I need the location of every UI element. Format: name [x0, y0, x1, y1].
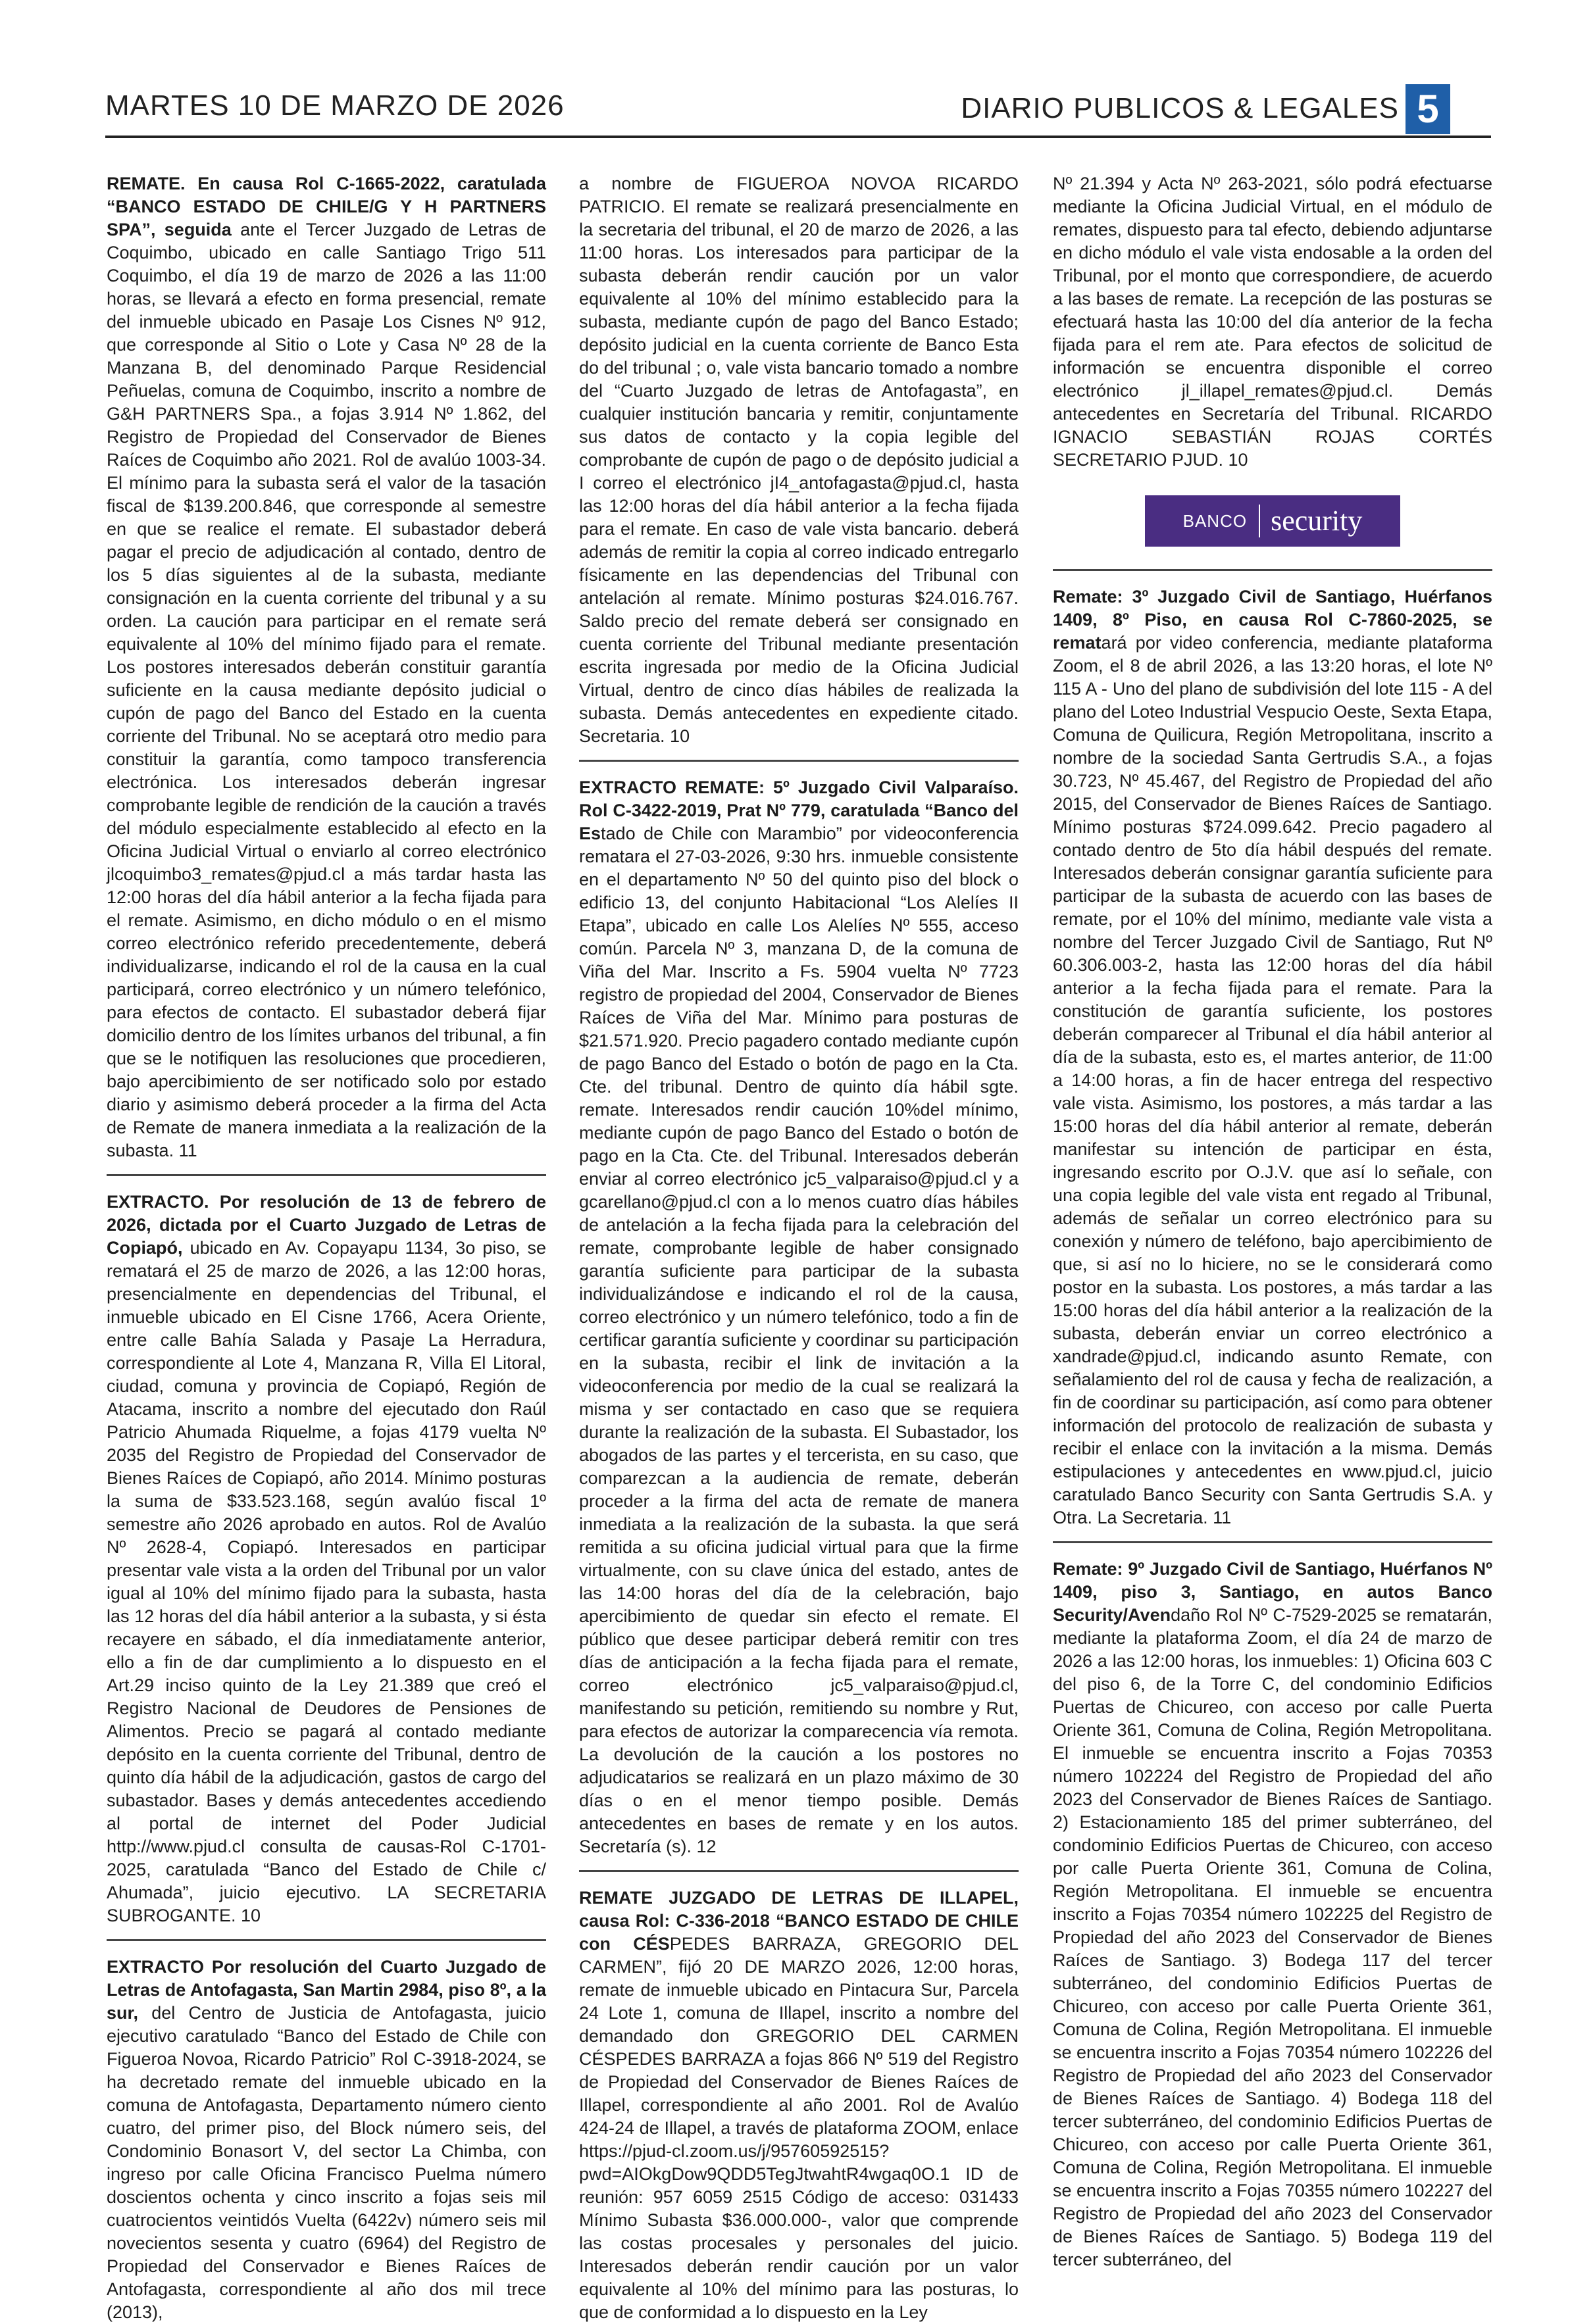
notice-heading: Remate: 3º Juzgado Civil de Santiago, Huérfanos 1409, 8º Piso, en causa Rol C-7860-2025, se remat [1053, 587, 1492, 653]
notice-illapel-continued [1053, 172, 1492, 472]
notice-extracto-copiapo [107, 1191, 546, 1927]
notice-heading: Remate: 9º Juzgado Civil de Santiago, Huérfanos Nº 1409, piso 3, Santiago, en autos Banco Security/Aven [1053, 1559, 1492, 1625]
page-header [105, 84, 1491, 138]
notice-body: Nº 21.394 y Acta Nº 263-2021, sólo podrá efectuarse mediante la Oficina Judicial Virtual, en el módulo de remates, dispuesto para tal efecto, debiendo adjuntarse en dicho módulo el vale vista endosable a la orden del Tribunal, por el monto que correspondiere, de acuerdo a las bases de remate. La recepción de las posturas se efectuará hasta las 10:00 del día anterior de la fecha fijada para el rem ate. Para efectos de solicitud de información se encuentra disponible el correo electrónico jl_illapel_remates@pjud.cl. Demás antecedentes en Secretaría del Tribunal. RICARDO IGNACIO SEBASTIÁN ROJAS CORTÉS SECRETARIO PJUD. 10 [1053, 174, 1492, 470]
logo-text-banco: BANCO [1182, 510, 1248, 531]
notice-body: a nombre de FIGUEROA NOVOA RICARDO PATRICIO. El remate se realizará presencialmente en la secretaria del tribunal, el 20 de marzo de 2026, a las 11:00 horas. Los interesados para participar de la subasta deberán rendir caución por un valor equivalente al 10% del mínimo establecido para la subasta, mediante cupón de pago del Banco Estado; depósito judicial en la cuenta corriente de Banco Esta do del tribunal ; o, vale vista bancario tomado a nombre del “Cuarto Juzgado de letras de Antofagasta”, en cualquier institución bancaria y remitir, conjuntamente sus datos de contacto y la copia legible del comprobante de cupón de pago o de depósito judicial a I correo el electrónico jI4_antofagasta@pjud.cl, hasta las 12:00 horas del día hábil anterior a la fecha fijada para el remate. En caso de vale vista bancario. deberá además de remitir la copia al correo indicado entregarlo físicamente en las dependencias del Tribunal con antelación al remate. Mínimo posturas $24.016.767. Saldo precio del remate deberá ser consignado en cuenta corriente del Tribunal mediante presentación escrita ingresada por medio de la Oficina Judicial Virtual, dentro de cinco días hábiles de realizada la subasta. Demás antecedentes en expediente citado. Secretaria. 10 [579, 174, 1019, 746]
issue-date: MARTES 10 DE MARZO DE 2026 [105, 89, 565, 122]
notice-body: ará por video conferencia, mediante plataforma Zoom, el 8 de abril 2026, a las 13:20 horas, el lote Nº 115 A - Uno del plano de subdivisión del lote 115 - A del plano del Loteo Industrial Vespucio Oeste, Sexta Etapa, Comuna de Quilicura, Región Metropolitana, inscrito a nombre de la sociedad Santa Gertrudis S.A., a fojas 30.723, Nº 45.467, del Registro de Propiedad del año 2015, del Conservador de Bienes Raíces de Santiago. Mínimo posturas $724.099.642. Precio pagadero al contado dentro de 5to día hábil después del remate. Interesados deberán consignar garantía suficiente para participar de la subasta de acuerdo con las bases de remate, por el 10% del mínimo, mediante vale vista a nombre del Tercer Juzgado Civil de Santiago, Rut Nº 60.306.003-2, hasta las 12:00 horas del día hábil anterior a la fecha fijada para el remate. Para la constitución de garantía suficiente, los postores deberán comparecer al Tribunal el día hábil anterior al día de la subasta, esto es, el martes anterior, de 11:00 a 14:00 horas, a fin de hacer entrega del respectivo vale vista. Asimismo, los postores, a más tardar a las 15:00 horas del día hábil anterior al remate, deberán manifestar su intención de participar en ésta, ingresando escrito por O.J.V. que así lo señale, con una copia legible del vale vista ent regado al Tribunal, además de señalar un correo electrónico para su conexión y número de teléfono, bajo apercibimiento de que, si así no lo hiciere, no se le considerará como postor en la subasta. Los postores, a más tardar a las 15:00 horas del día hábil anterior a la realización de la subasta, deberán enviar un correo electrónico a xandrade@pjud.cl, indicando asunto Remate, con señalamiento del rol de causa y fecha de realización, a fin de coordinar su participación, así como para obtener información del protocolo de realización de subasta y recibir el enlace con la invitación a la misma. Demás estipulaciones y antecedentes en www.pjud.cl, juicio caratulado Banco Security con Santa Gertrudis S.A. y Otra. La Secretaria. 11 [1053, 633, 1492, 1527]
notice-heading: REMATE. En causa Rol C-1665-2022, caratulada “BANCO ESTADO DE CHILE/G Y H PARTNERS SPA”, seguida [107, 174, 546, 239]
divider [1053, 569, 1492, 571]
notice-remate-santiago-9 [1053, 1558, 1492, 2271]
notice-antofagasta-continued [579, 172, 1019, 748]
notice-remate-santiago-3 [1053, 585, 1492, 1529]
notice-remate-illapel [579, 1887, 1019, 2324]
notice-heading: EXTRACTO. Por resolución de 13 de febrero de 2026, dictada por el Cuarto Juzgado de Letras de Copiapó, [107, 1192, 546, 1258]
notice-extracto-valparaiso [579, 776, 1019, 1858]
notice-body: tado de Chile con Marambio” por videoconferencia rematara el 27-03-2026, 9:30 hrs. inmueble consistente en el departamento Nº 50 del quinto piso del block o edificio 13, del conjunto Habitacional “Los Alelíes II Etapa”, ubicado en calle Los Alelíes Nº 555, acceso común. Parcela Nº 3, manzana D, de la comuna de Viña del Mar. Inscrito a Fs. 5904 vuelta Nº 7723 registro de propiedad del 2004, Conservador de Bienes Raíces de Viña del Mar. Mínimo para posturas de $21.571.920. Precio pagadero contado mediante cupón de pago Banco del Estado o botón de pago en la Cta. Cte. del tribunal. Dentro de quinto día hábil sgte. remate. Interesados rendir caución 10%del mínimo, mediante cupón de pago Banco del Estado o botón de pago en la Cta. Cte. del Tribunal. Interesados deberán enviar al correo electrónico jc5_valparaiso@pjud.cl y a gcarellano@pjud.cl con a lo menos cuatro días hábiles de antelación a la fecha fijada para la celebración del remate, comprobante legible de haber consignado garantía suficiente para participar de la subasta individualizándose e indicando el rol de la causa, correo electrónico y un número telefónico, todo a fin de certificar garantía suficiente y coordinar su participación en la subasta, recibir el link de invitación a la videoconferencia por medio de la cual se realizará la misma y ser contactado en caso que se requiera durante la realización de la subasta. El Subastador, los abogados de las partes y el tercerista, en su caso, que comparezcan a la audiencia de remate, deberán proceder a la firma del acta de remate de manera inmediata a la realización de la subasta. la que será remitida a su oficina judicial virtual para que la firme virtualmente, con su clave única del estado, antes de las 14:00 horas del día de la celebración, bajo apercibimiento de quedar sin efecto el remate. El público que desee participar deberá remitir con tres días de anticipación a la fecha fijada para el remate, correo electrónico jc5_valparaiso@pjud.cl, manifestando su petición, remitiendo su nombre y Rut, para efectos de autorizar la comparecencia vía remota. La devolución de la caución a los postores no adjudicatarios se realizará en un plazo máximo de 30 días o en el menor tiempo posible. Demás antecedentes en bases de remate y en los autos. Secretaría (s). 12 [579, 824, 1019, 1856]
notice-heading: EXTRACTO REMATE: 5º Juzgado Civil Valparaíso. Rol C-3422-2019, Prat Nº 779, caratulada “Banco del Es [579, 778, 1019, 843]
page-number-badge: 5 [1405, 84, 1450, 134]
notice-body: PEDES BARRAZA, GREGORIO DEL CARMEN”, fijó 20 DE MARZO 2026, 12:00 horas, remate de inmueble ubicado en Pintacura Sur, Parcela 24 Lote 1, comuna de Illapel, inscrito a nombre del demandado don GREGORIO DEL CARMEN CÉSPEDES BARRAZA a fojas 866 Nº 519 del Registro de Propiedad del Conservador de Bienes Raíces de Illapel, correspondiente al año 2001. Rol de Avalúo 424-24 de Illapel, a través de plataforma ZOOM, enlace https://pjud-cl.zoom.us/j/95760592515?pwd=AIOkgDow9QDD5TegJtwahtR4wgaq0O.1 ID de reunión: 957 6059 2515 Código de acceso: 031433 Mínimo Subasta $36.000.000-, valor que comprende las costas procesales y personales del juicio. Interesados deberán rendir caución por un valor equivalente al 10% del mínimo para las posturas, lo que de conformidad a lo dispuesto en la Ley [579, 1934, 1019, 2322]
notice-remate-coquimbo [107, 172, 546, 1162]
notice-heading: REMATE JUZGADO DE LETRAS DE ILLAPEL, causa Rol: C-336-2018 “BANCO ESTADO DE CHILE con CÉS [579, 1888, 1019, 1954]
column-2 [579, 172, 1019, 2324]
divider [107, 1174, 546, 1176]
notice-extracto-antofagasta [107, 1956, 546, 2324]
publication-name: DIARIO PUBLICOS & LEGALES [961, 92, 1399, 124]
notice-heading: EXTRACTO Por resolución del Cuarto Juzgado de Letras de Antofagasta, San Martin 2984, piso 8º, a la sur, [107, 1957, 546, 2023]
column-3 [1053, 172, 1492, 2271]
divider [107, 1939, 546, 1941]
column-1 [107, 172, 546, 2324]
divider [579, 1870, 1019, 1872]
banco-security-logo [1145, 495, 1400, 547]
divider [1053, 1541, 1492, 1543]
notice-body: ante el Tercer Juzgado de Letras de Coquimbo, ubicado en calle Santiago Trigo 511 Coquimbo, el día 19 de marzo de 2026 a las 11:00 horas, se llevará a efecto en forma presencial, remate del inmueble ubicado en Pasaje Los Cisnes Nº 912, que corresponde al Sitio o Lote y Casa Nº 28 de la Manzana B, del denominado Parque Residencial Peñuelas, comuna de Coquimbo, inscrito a nombre de G&H PARTNERS Spa., a fojas 3.914 Nº 1.862, del Registro de Propiedad del Conservador de Bienes Raíces de Coquimbo año 2021. Rol de avalúo 1003-34. El mínimo para la subasta será el valor de la tasación fiscal de $139.200.846, que corresponde al semestre en que se realice el remate. El subastador deberá pagar el precio de adjudicación al contado, dentro de los 5 días siguientes al de la subasta, mediante consignación en la cuenta corriente del tribunal y a su orden. La caución para participar en el remate será equivalente al 10% del mínimo fijado para el remate. Los postores interesados deberán constituir garantía suficiente en la causa mediante depósito judicial o cupón de pago del Banco del Estado en la cuenta corriente del Tribunal. No se aceptará otro medio para constituir la garantía, como tampoco transferencia electrónica. Los interesados deberán ingresar comprobante legible de rendición de la caución a través del módulo especialmente establecido al efecto en la Oficina Judicial Virtual o enviarlo al correo electrónico jlcoquimbo3_remates@pjud.cl a más tardar hasta las 12:00 horas del día hábil anterior a la fecha fijada para el remate. Asimismo, en dicho módulo o en el mismo correo electrónico referido precedentemente, deberá individualizarse, indicando el rol de la causa en la cual participará, correo electrónico y un número telefónico, para efectos de contacto. El subastador deberá fijar domicilio dentro de los límites urbanos del tribunal, a fin que se le notifiquen las resoluciones que procedieren, bajo apercibimiento de ser notificado solo por estado diario y asimismo deberá proceder a la firma del Acta de Remate de manera inmediata a la realización de la subasta. 11 [107, 220, 546, 1160]
logo-text-security: security [1259, 505, 1362, 537]
notice-body: del Centro de Justicia de Antofagasta, juicio ejecutivo caratulado “Banco del Estado de Chile con Figueroa Novoa, Ricardo Patricio” Rol C-3918-2024, se ha decretado remate del inmueble ubicado en la comuna de Antofagasta, Departamento número ciento cuatro, del primer piso, del Block número seis, del Condominio Bonasort V, del sector La Chimba, con ingreso por calle Oficina Francisco Puelma número doscientos ochenta y cinco inscrito a fojas seis mil cuatrocientos veintidós Vuelta (6422v) número seis mil novecientos sesenta y cuatro (6964) del Registro de Propiedad del Conservador e Bienes Raíces de Antofagasta, correspondiente al año dos mil trece (2013), [107, 2003, 546, 2322]
notice-body: daño Rol Nº C-7529-2025 se rematarán, mediante la plataforma Zoom, el día 24 de marzo de 2026 a las 12:00 horas, los inmuebles: 1) Oficina 603 C del piso 6, de la Torre C, del condominio Edificios Puertas de Chicureo, con acceso por calle Puerta Oriente 361, Comuna de Colina, Región Metropolitana. El inmueble se encuentra inscrito a Fojas 70353 número 102224 del Registro de Propiedad del año 2023 del Conservador de Bienes Raíces de Santiago. 2) Estacionamiento 185 del primer subterráneo, del condominio Edificios Puertas de Chicureo, con acceso por calle Puerta Oriente 361, Comuna de Colina, Región Metropolitana. El inmueble se encuentra inscrito a Fojas 70354 número 102225 del Registro de Propiedad del año 2023 del Conservador de Bienes Raíces de Santiago. 3) Bodega 117 del tercer subterráneo, del condominio Edificios Puertas de Chicureo, con acceso por calle Puerta Oriente 361, Comuna de Colina, Región Metropolitana. El inmueble se encuentra inscrito a Fojas 70354 número 102226 del Registro de Propiedad del año 2023 del Conservador de Bienes Raíces de Santiago. 4) Bodega 118 del tercer subterráneo, del condominio Edificios Puertas de Chicureo, con acceso por calle Puerta Oriente 361, Comuna de Colina, Región Metropolitana. El inmueble se encuentra inscrito a Fojas 70355 número 102227 del Registro de Propiedad del año 2023 del Conservador de Bienes Raíces de Santiago. 5) Bodega 119 del tercer subterráneo, del [1053, 1605, 1492, 2269]
divider [579, 760, 1019, 762]
notice-body: ubicado en Av. Copayapu 1134, 3o piso, se rematará el 25 de marzo de 2026, a las 12:00 horas, presencialmente en dependencias del Tribunal, el inmueble ubicado en El Cisne 1766, Acera Oriente, entre calle Bahía Salada y Pasaje La Herradura, correspondiente al Lote 4, Manzana R, Villa El Litoral, ciudad, comuna y provincia de Copiapó, Región de Atacama, inscrito a nombre del ejecutado don Raúl Patricio Ahumada Riquelme, a fojas 4179 vuelta Nº 2035 del Registro de Propiedad del Conservador de Bienes Raíces de Copiapó, año 2014. Mínimo posturas la suma de $33.523.168, según avalúo fiscal 1º semestre año 2026 aprobado en autos. Rol de Avalúo Nº 2628-4, Copiapó. Interesados en participar presentar vale vista a la orden del Tribunal por un valor igual al 10% del mínimo fijado para la subasta, hasta las 12 horas del día hábil anterior a la subasta, y si ésta recayere en sábado, el día inmediatamente anterior, ello a fin de dar cumplimiento a lo dispuesto en el Art.29 inciso quinto de la Ley 21.389 que creó el Registro Nacional de Deudores de Pensiones de Alimentos. Precio se pagará al contado mediante depósito en la cuenta corriente del Tribunal, dentro de quinto día hábil de la adjudicación, gastos de cargo del subastador. Bases y demás antecedentes accediendo al portal de internet del Poder Judicial http://www.pjud.cl consulta de causas-Rol C-1701-2025, caratulada “Banco del Estado de Chile c/ Ahumada”, juicio ejecutivo. LA SECRETARIA SUBROGANTE. 10 [107, 1238, 546, 1925]
